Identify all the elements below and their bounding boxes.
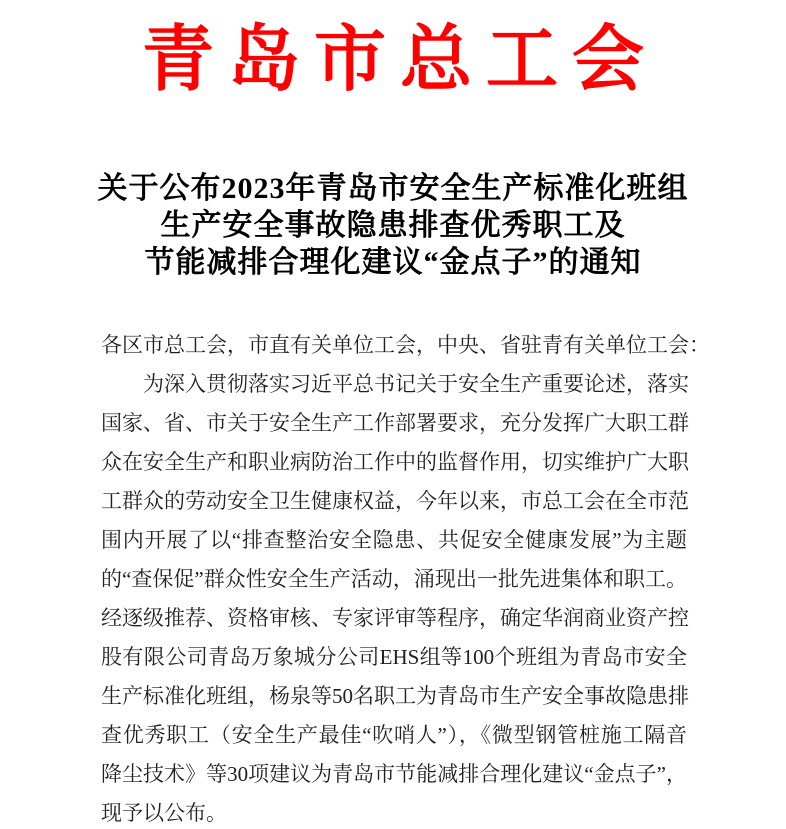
body-line: 生产标准化班组，杨泉等50名职工为青岛市生产安全事故隐患排 xyxy=(101,684,689,708)
body-line: 的“查保促”群众性安全生产活动，涌现出一批先进集体和职工。 xyxy=(101,567,687,591)
masthead-org-name: 青岛市总工会 xyxy=(141,20,658,100)
body-line: 众在安全生产和职业病防治工作中的监督作用，切实维护广大职 xyxy=(101,450,689,474)
notice-title-line-1: 关于公布2023年青岛市安全生产标准化班组 xyxy=(97,172,689,205)
notice-title-line-3: 节能减排合理化建议“金点子”的通知 xyxy=(144,246,642,279)
body-line: 国家、省、市关于安全生产工作部署要求，充分发挥广大职工群 xyxy=(101,411,689,435)
body-line: 查优秀职工（安全生产最佳“吹哨人”），《微型钢管桩施工隔音 xyxy=(101,723,687,747)
body-line: 经逐级推荐、资格审核、专家评审等程序，确定华润商业资产控 xyxy=(101,606,689,630)
notice-title xyxy=(0,170,786,281)
body-line: 工群众的劳动安全卫生健康权益，今年以来，市总工会在全市范 xyxy=(101,489,689,513)
body-line: 股有限公司青岛万象城分公司EHS组等100个班组为青岛市安全 xyxy=(101,645,687,669)
notice-body xyxy=(101,326,710,829)
body-line: 为深入贯彻落实习近平总书记关于安全生产重要论述，落实 xyxy=(143,372,689,396)
body-closing-line: 现予以公布。 xyxy=(101,801,227,825)
body-line: 围内开展了以“排查整治安全隐患、共促安全健康发展”为主题 xyxy=(101,528,687,552)
notice-title-line-2: 生产安全事故隐患排查优秀职工及 xyxy=(160,209,626,242)
body-line: 降尘技术》等30项建议为青岛市节能减排合理化建议“金点子”， xyxy=(101,762,687,786)
salutation-line: 各区市总工会，市直有关单位工会，中央、省驻青有关单位工会： xyxy=(101,333,710,357)
